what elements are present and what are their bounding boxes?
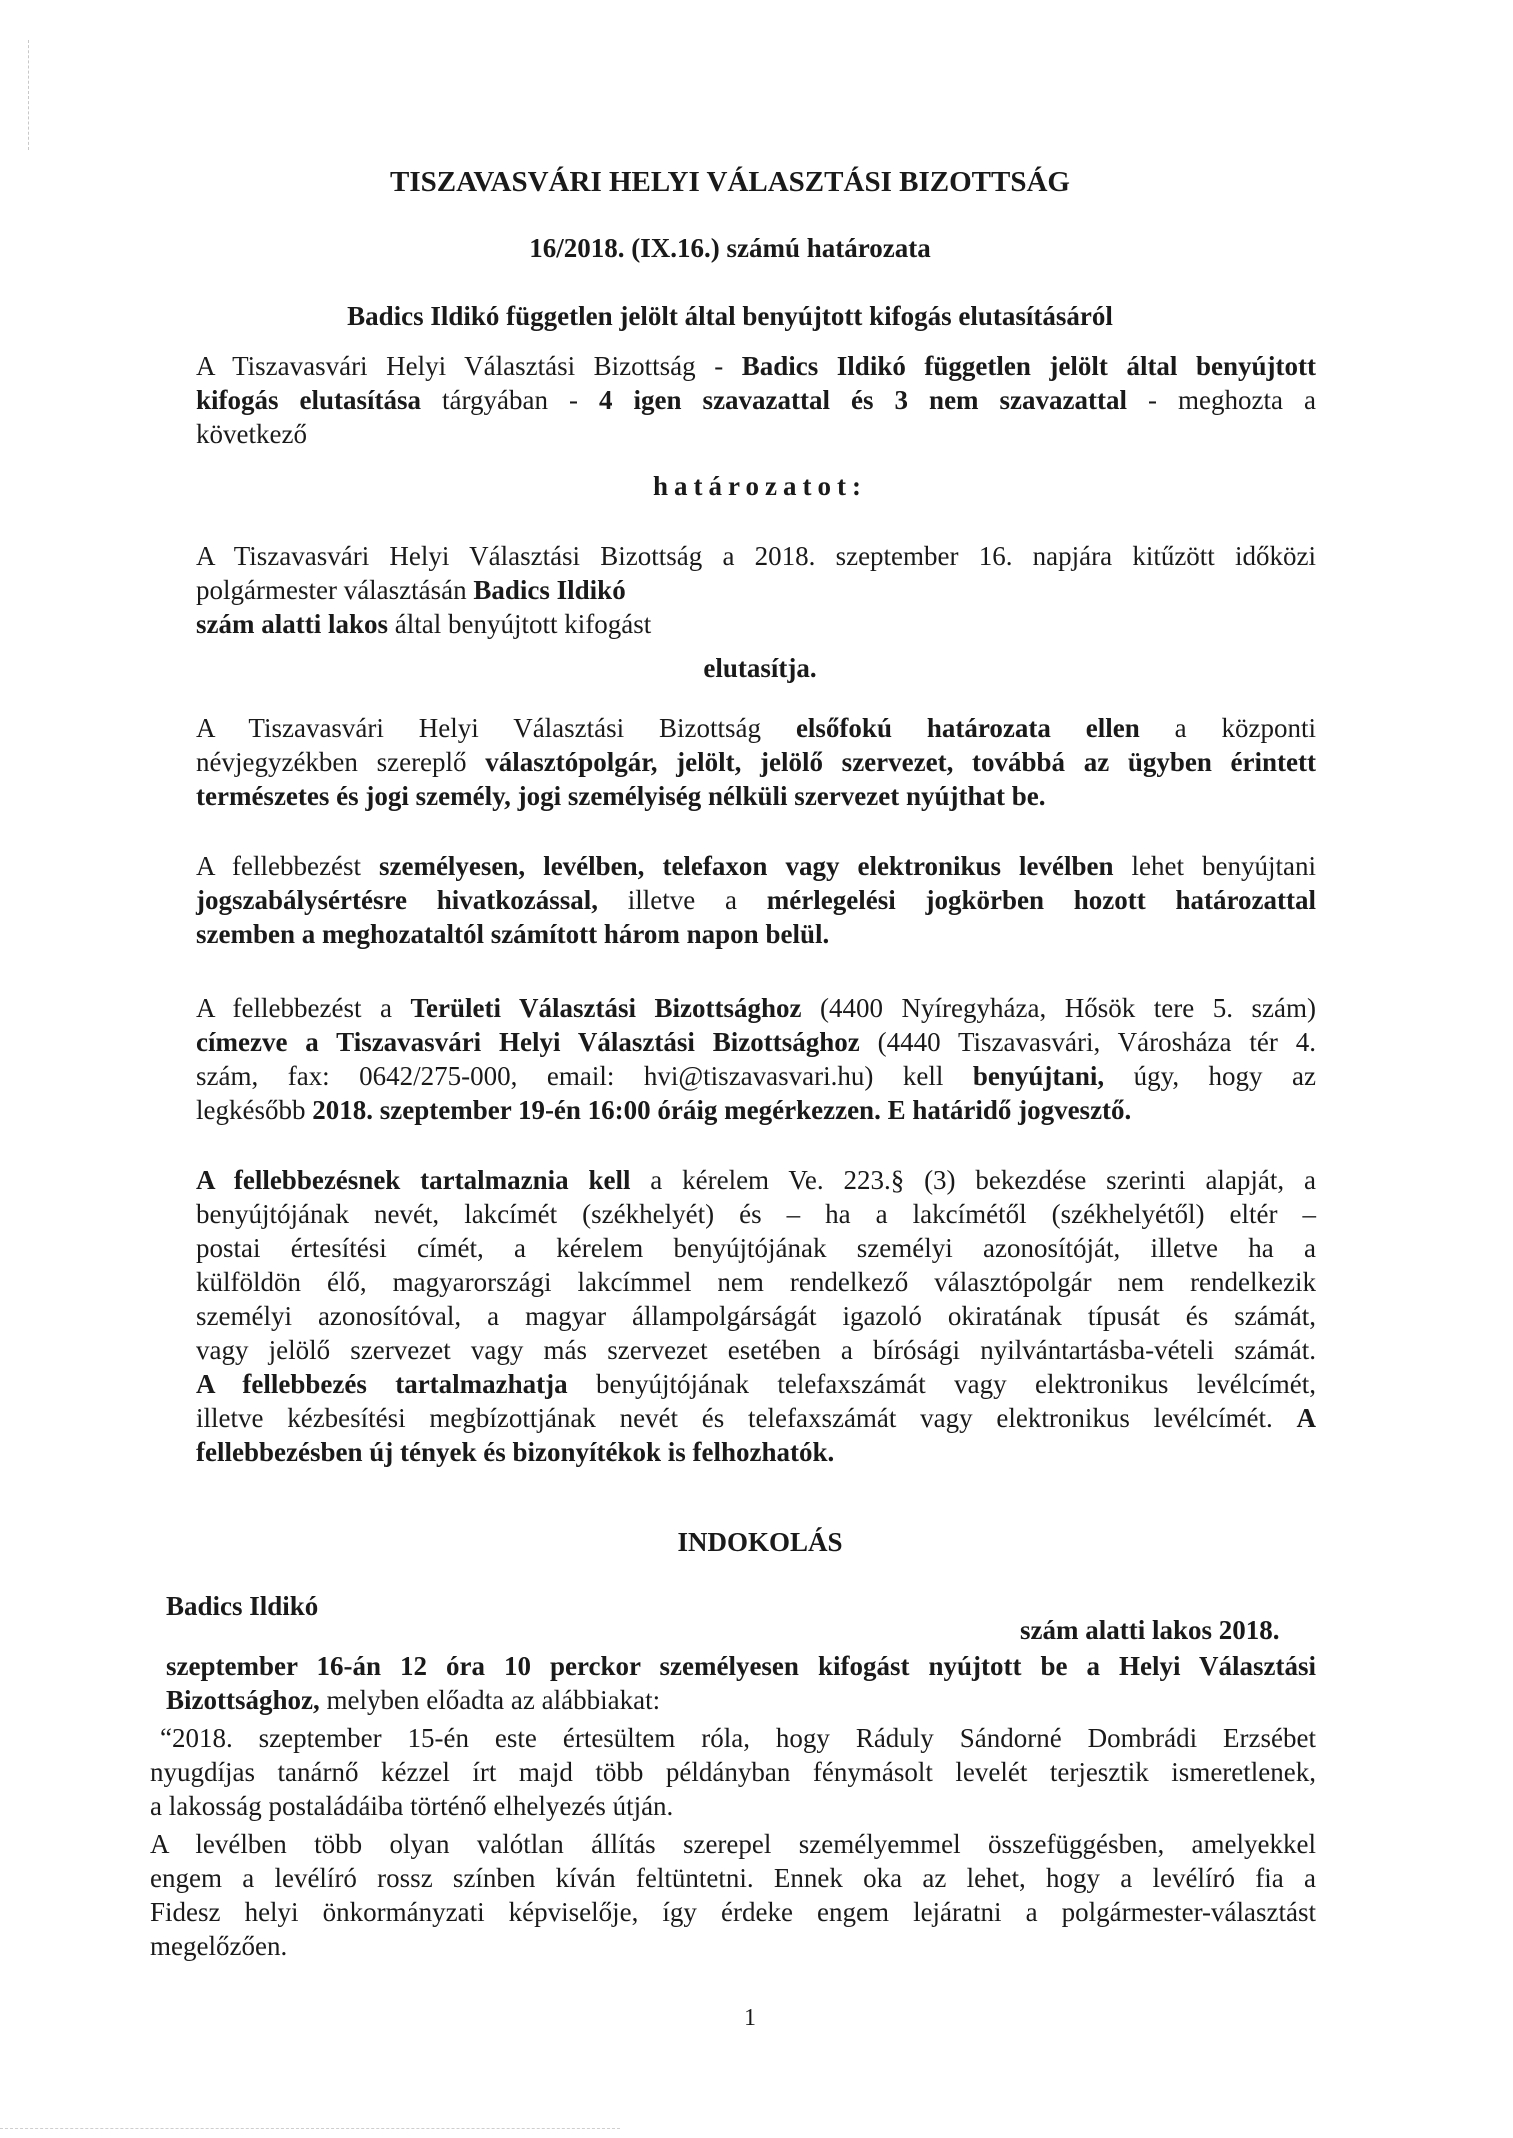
reasoning-line-1-address: szám alatti lakos 2018. — [1020, 1615, 1280, 1645]
appeal-content-line-2: benyújtójának nevét, lakcímét (székhelyét) és – ha a lakcímétől (székhelyétől) eltér – — [196, 1199, 1316, 1229]
resolution-line-3: szám alatti lakos által benyújtott kifogást — [196, 609, 652, 639]
appeal-address-line-2: címezve a Tiszavasvári Helyi Választási Bizottsághoz (4440 Tiszavasvári, Városháza tér 4. — [196, 1027, 1316, 1057]
appeal-rights-line-3: természetes és jogi személy, jogi személyiség nélküli szervezet nyújthat be. — [196, 781, 1046, 811]
resolution-line-2: polgármester választásán Badics Ildikó — [196, 575, 626, 605]
appeal-content-line-3: postai értesítési címét, a kérelem benyújtójának személyi azonosítóját, illetve ha a — [196, 1233, 1316, 1263]
appeal-address-line-1: A fellebbezést a Területi Választási Bizottsághoz (4400 Nyíregyháza, Hősök tere 5. szám) — [196, 993, 1316, 1023]
appeal-content-line-9: fellebbezésben új tények és bizonyítékok is felhozhatók. — [196, 1437, 835, 1467]
intro-line-2: kifogás elutasítása tárgyában - 4 igen szavazattal és 3 nem szavazattal - meghozta a — [196, 385, 1316, 415]
reasoning-line-10: megelőzően. — [150, 1931, 288, 1961]
reasoning-line-7: A levélben több olyan valótlan állítás szerepel személyemmel összefüggésben, amelyekkel — [150, 1829, 1316, 1859]
reasoning-line-4: “2018. szeptember 15-én este értesültem róla, hogy Ráduly Sándorné Dombrádi Erzsébet — [160, 1723, 1316, 1753]
decision-number: 16/2018. (IX.16.) számú határozata — [529, 233, 931, 263]
appeal-content-line-4: külföldön élő, magyarországi lakcímmel nem rendelkező választópolgár nem rendelkezik — [196, 1267, 1316, 1297]
appeal-content-line-6: vagy jelölő szervezet vagy más szervezet esetében a bírósági nyilvántartásba-vételi számát. — [196, 1335, 1316, 1365]
appeal-content-line-8: illetve kézbesítési megbízottjának nevét és telefaxszámát vagy elektronikus levélcímét. A — [196, 1403, 1316, 1433]
appeal-rights-line-1: A Tiszavasvári Helyi Választási Bizottság elsőfokú határozata ellen a központi — [196, 713, 1316, 743]
appeal-address-line-3: szám, fax: 0642/275-000, email: hvi@tiszavasvari.hu) kell benyújtani, úgy, hogy az — [196, 1061, 1316, 1091]
reasoning-line-6: a lakosság postaládáiba történő elhelyezés útján. — [150, 1791, 674, 1821]
reasoning-line-1-name: Badics Ildikó — [166, 1591, 319, 1621]
appeal-method-line-3: szemben a meghozataltól számított három napon belül. — [196, 919, 830, 949]
resolution-heading: határozatot: — [653, 471, 867, 501]
reasoning-line-3: Bizottsághoz, melyben előadta az alábbiakat: — [166, 1685, 661, 1715]
intro-line-3: következő — [196, 419, 307, 449]
appeal-method-line-2: jogszabálysértésre hivatkozással, illetve a mérlegelési jogkörben hozott határozattal — [196, 885, 1316, 915]
scan-artifact-bottom-line — [0, 2128, 620, 2129]
reasoning-line-5: nyugdíjas tanárnő kézzel írt majd több példányban fénymásolt levelét terjesztik ismeretlenek, — [150, 1757, 1316, 1787]
committee-title: TISZAVASVÁRI HELYI VÁLASZTÁSI BIZOTTSÁG — [390, 166, 1070, 198]
decision-subject: Badics Ildikó független jelölt által benyújtott kifogás elutasításáról — [347, 301, 1113, 331]
reasoning-line-8: engem a levélíró rossz színben kíván feltüntetni. Ennek oka az lehet, hogy a levélíró fia a — [150, 1863, 1316, 1893]
reasoning-heading: INDOKOLÁS — [677, 1527, 843, 1557]
intro-line-1: A Tiszavasvári Helyi Választási Bizottság - Badics Ildikó független jelölt által benyújtott — [196, 351, 1316, 381]
scan-artifact-line — [28, 40, 29, 150]
appeal-content-line-7: A fellebbezés tartalmazhatja benyújtójának telefaxszámát vagy elektronikus levélcímét, — [196, 1369, 1316, 1399]
reasoning-line-2: szeptember 16-án 12 óra 10 perckor személyesen kifogást nyújtott be a Helyi Választási — [166, 1651, 1316, 1681]
resolution-verdict: elutasítja. — [703, 653, 817, 683]
appeal-address-line-4: legkésőbb 2018. szeptember 19-én 16:00 óráig megérkezzen. E határidő jogvesztő. — [196, 1095, 1132, 1125]
appeal-method-line-1: A fellebbezést személyesen, levélben, telefaxon vagy elektronikus levélben lehet benyújtani — [196, 851, 1317, 881]
appeal-content-line-5: személyi azonosítóval, a magyar állampolgárságát igazoló okiratának típusát és számát, — [196, 1301, 1316, 1331]
page-number: 1 — [744, 2005, 756, 2031]
reasoning-line-9: Fidesz helyi önkormányzati képviselője, így érdeke engem lejáratni a polgármester-választást — [150, 1897, 1316, 1927]
appeal-rights-line-2: névjegyzékben szereplő választópolgár, jelölt, jelölő szervezet, továbbá az ügyben érintett — [196, 747, 1316, 777]
resolution-line-1: A Tiszavasvári Helyi Választási Bizottság a 2018. szeptember 16. napjára kitűzött időközi — [196, 541, 1316, 571]
appeal-content-line-1: A fellebbezésnek tartalmaznia kell a kérelem Ve. 223.§ (3) bekezdése szerinti alapját, a — [196, 1165, 1316, 1195]
